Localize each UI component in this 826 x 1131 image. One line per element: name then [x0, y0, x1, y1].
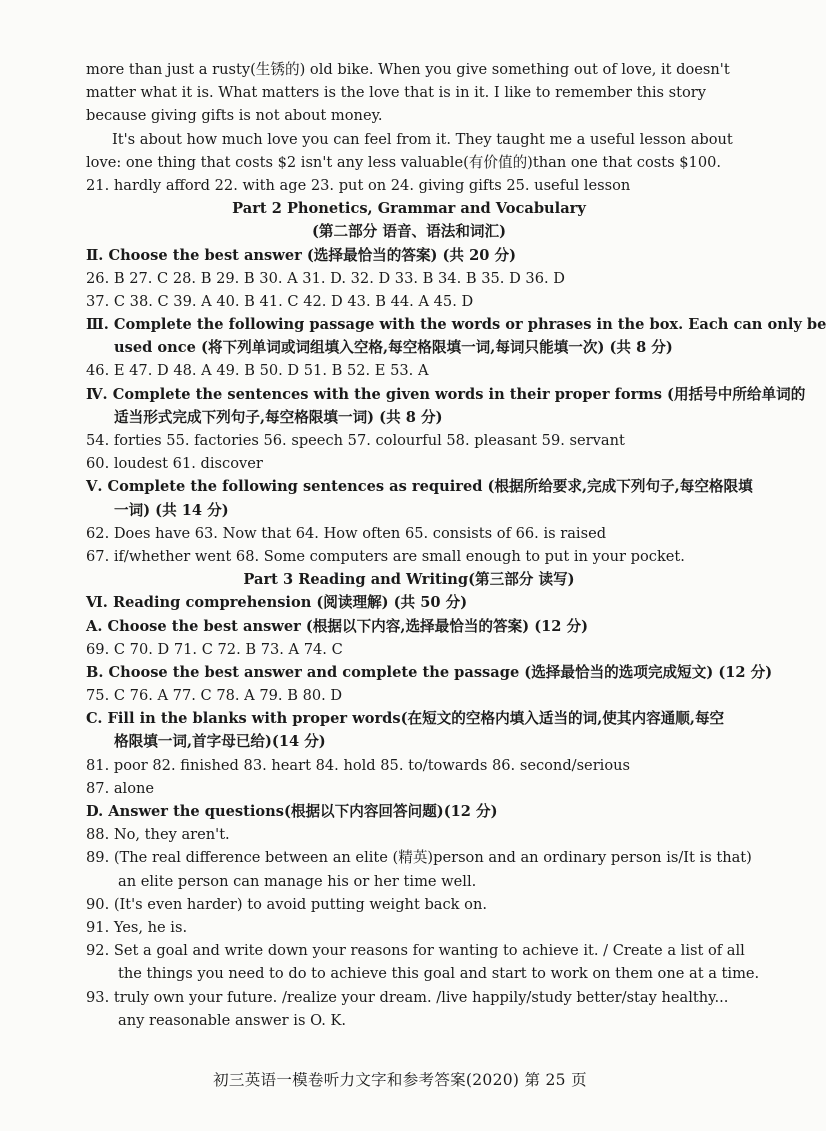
part-2-subheading: (第二部分 语音、语法和词汇) — [311, 223, 507, 241]
section-5-heading-cont: 一词) (共 14 分) — [114, 501, 229, 519]
answers-69-74: 69. C 70. D 71. C 72. B 73. A 74. C — [86, 640, 343, 658]
subsection-a-heading: A. Choose the best answer (根据以下内容,选择最恰当的答案) (12 分) — [86, 617, 588, 635]
answer-89: 89. (The real difference between an elite (精英)person and an ordinary person is/It is that) — [86, 849, 752, 867]
answers-60-61: 60. loudest 61. discover — [86, 455, 263, 473]
subsection-b-heading: B. Choose the best answer and complete the passage (选择最恰当的选项完成短文) (12 分) — [86, 663, 773, 681]
section-4-heading: Ⅳ. Complete the sentences with the given words in their proper forms (用括号中所给单词的 — [86, 385, 806, 403]
answers-67-68: 67. if/whether went 68. Some computers are small enough to put in your pocket. — [86, 547, 685, 565]
passage-line: more than just a rusty(生锈的) old bike. When you give something out of love, it doesn't — [86, 61, 730, 78]
answer-92-cont: the things you need to do to achieve this goal and start to work on them one at a time. — [118, 965, 760, 983]
subsection-c-heading-cont: 格限填一词,首字母已给)(14 分) — [114, 733, 326, 751]
section-3-heading-cont: used once (将下列单词或词组填入空格,每空格限填一词,每词只能填一次) (共 8 分) — [114, 339, 673, 357]
passage-line: because giving gifts is not about money. — [86, 107, 383, 125]
page-footer: 初三英语一模卷听力文字和参考答案(2020) 第 25 页 — [213, 1071, 587, 1089]
answer-91: 91. Yes, he is. — [86, 918, 188, 936]
answer-88: 88. No, they aren't. — [86, 826, 230, 844]
passage-line: matter what it is. What matters is the love that is in it. I like to remember this story — [86, 84, 707, 102]
subsection-c-heading: C. Fill in the blanks with proper words(在短文的空格内填入适当的词,使其内容通顺,每空 — [86, 710, 725, 728]
part-3-heading: Part 3 Reading and Writing(第三部分 读写) — [243, 571, 575, 589]
answers-54-59: 54. forties 55. factories 56. speech 57. colourful 58. pleasant 59. servant — [86, 432, 625, 449]
answer-90: 90. (It's even harder) to avoid putting weight back on. — [86, 895, 487, 913]
answers-75-80: 75. C 76. A 77. C 78. A 79. B 80. D — [86, 687, 343, 705]
answers-62-66: 62. Does have 63. Now that 64. How often 65. consists of 66. is raised — [86, 524, 607, 542]
section-4-heading-cont: 适当形式完成下列句子,每空格限填一词) (共 8 分) — [114, 408, 443, 426]
subsection-d-heading: D. Answer the questions(根据以下内容回答问题)(12 分) — [86, 803, 498, 820]
answer-92: 92. Set a goal and write down your reasons for wanting to achieve it. / Create a list of all — [86, 942, 745, 960]
passage-line: love: one thing that costs $2 isn't any less valuable(有价值的)than one that costs $100. — [86, 153, 722, 171]
answer-89-cont: an elite person can manage his or her time well. — [118, 872, 477, 890]
answer-87: 87. alone — [86, 779, 155, 797]
part-2-heading: Part 2 Phonetics, Grammar and Vocabulary — [232, 200, 586, 218]
answer-93-cont: any reasonable answer is O. K. — [118, 1011, 347, 1029]
answers-37-45: 37. C 38. C 39. A 40. B 41. C 42. D 43. B 44. A 45. D — [86, 292, 474, 310]
section-2-heading: Ⅱ. Choose the best answer (选择最恰当的答案) (共 20 分) — [86, 246, 516, 264]
section-5-heading: Ⅴ. Complete the following sentences as required (根据所给要求,完成下列句子,每空格限填 — [86, 478, 753, 496]
answers-26-36: 26. B 27. C 28. B 29. B 30. A 31. D. 32. D 33. B 34. B 35. D 36. D — [86, 269, 565, 287]
answers-81-86: 81. poor 82. finished 83. heart 84. hold 85. to/towards 86. second/serious — [86, 756, 631, 774]
passage-line: It's about how much love you can feel from it. They taught me a useful lesson about — [112, 130, 733, 148]
answers-46-53: 46. E 47. D 48. A 49. B 50. D 51. B 52. E 53. A — [86, 362, 429, 380]
section-6-heading: Ⅵ. Reading comprehension (阅读理解) (共 50 分) — [86, 594, 468, 612]
section-3-heading: Ⅲ. Complete the following passage with the words or phrases in the box. Each can only be — [86, 316, 826, 334]
answer-93: 93. truly own your future. /realize your dream. /live happily/study better/stay healthy... — [86, 988, 729, 1006]
answers-21-25: 21. hardly afford 22. with age 23. put on 24. giving gifts 25. useful lesson — [86, 176, 631, 194]
answer-key-content — [86, 58, 826, 1032]
